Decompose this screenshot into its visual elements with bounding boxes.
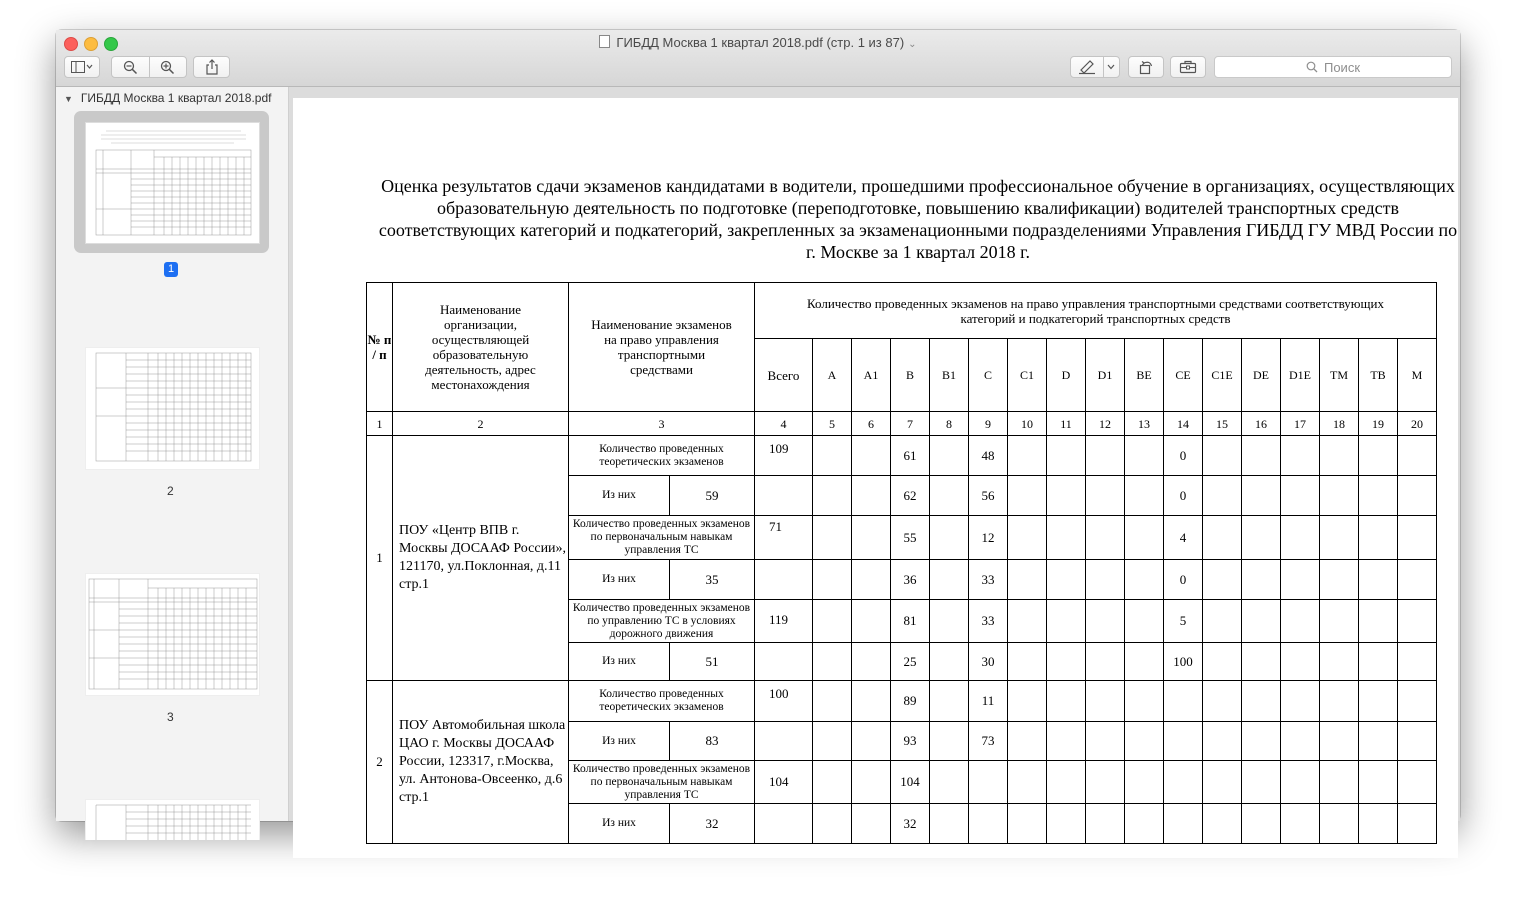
cell-b: 36 bbox=[891, 560, 930, 600]
cat-total: Всего bbox=[755, 339, 813, 412]
exam-label: Из них bbox=[569, 722, 670, 761]
thumbnail-preview-4 bbox=[86, 800, 259, 840]
row-number: 2 bbox=[367, 681, 393, 844]
window-title[interactable]: ГИБДД Москва 1 квартал 2018.pdf (стр. 1 из 87) ⌄ bbox=[56, 35, 1460, 50]
org-name: ПОУ Автомобильная школа ЦАО г. Москвы ДОСААФ России, 123317, г.Москва, ул. Антонова-Овсеенко, д.6 стр.1 bbox=[393, 681, 569, 844]
page-number-badge: 1 bbox=[164, 262, 178, 277]
cat-a1: A1 bbox=[852, 339, 891, 412]
col-num: 3 bbox=[569, 412, 755, 436]
col-num: 10 bbox=[1008, 412, 1047, 436]
cell-c: 56 bbox=[969, 476, 1008, 516]
exam-label: Из них bbox=[569, 560, 670, 600]
column-number-row bbox=[367, 412, 1437, 436]
cell-of-them: 32 bbox=[670, 804, 755, 844]
page-label-2: 2 bbox=[167, 484, 174, 498]
search-icon bbox=[1306, 61, 1318, 73]
org-name: ПОУ «Центр ВПВ г. Москвы ДОСААФ России», 121170, ул.Поклонная, д.11 стр.1 bbox=[393, 436, 569, 681]
col-num: 1 bbox=[367, 412, 393, 436]
cell-b: 61 bbox=[891, 436, 930, 476]
cell-b: 81 bbox=[891, 600, 930, 643]
cell-c: 33 bbox=[969, 560, 1008, 600]
col-num: 14 bbox=[1164, 412, 1203, 436]
exam-label: Количество проведенных экзаменов по управлению ТС в условиях дорожного движения bbox=[569, 600, 755, 643]
page-label-3: 3 bbox=[167, 710, 174, 724]
document-view[interactable] bbox=[289, 87, 1460, 831]
cell-c: 73 bbox=[969, 722, 1008, 761]
sidebar-toggle-icon bbox=[71, 61, 93, 73]
cell-of-them: 35 bbox=[670, 560, 755, 600]
cell-ce: 100 bbox=[1164, 643, 1203, 681]
header-num: № п / п bbox=[367, 283, 393, 412]
cell-c: 48 bbox=[969, 436, 1008, 476]
rotate-icon bbox=[1138, 59, 1154, 75]
cell-of-them: 51 bbox=[670, 643, 755, 681]
col-num: 16 bbox=[1242, 412, 1281, 436]
cat-b1: B1 bbox=[930, 339, 969, 412]
exam-results-table bbox=[366, 282, 1437, 844]
cat-d: D bbox=[1047, 339, 1086, 412]
exam-label: Количество проведенных экзаменов по первоначальным навыкам управления ТС bbox=[569, 516, 755, 560]
exam-label: Количество проведенных экзаменов по первоначальным навыкам управления ТС bbox=[569, 761, 755, 804]
thumbnail-preview-1 bbox=[86, 123, 259, 243]
table-row bbox=[367, 681, 1437, 722]
cat-be: BE bbox=[1125, 339, 1164, 412]
col-num: 18 bbox=[1320, 412, 1359, 436]
cell-total: 109 bbox=[755, 436, 813, 476]
cat-de: DE bbox=[1242, 339, 1281, 412]
page-thumbnail-3[interactable] bbox=[85, 573, 260, 696]
col-num: 8 bbox=[930, 412, 969, 436]
col-num: 12 bbox=[1086, 412, 1125, 436]
col-num: 7 bbox=[891, 412, 930, 436]
pen-icon bbox=[1078, 60, 1096, 74]
toolbox-button[interactable] bbox=[1170, 56, 1206, 78]
page-thumbnail-4[interactable] bbox=[85, 799, 260, 840]
document-title: Оценка результатов сдачи экзаменов кандидатами в водители, прошедшими профессиональное обучение в организациях, осуществляющих образовательную деятельность по подготовке (переподготовке, повышению квалификации) водителей транспортных средств соответствующих категорий и подкатегорий, закрепленных за экзаменационными подразделениями Управления ГИБДД ГУ МВД России по г. Москве за 1 квартал 2018 г. bbox=[378, 176, 1458, 262]
rotate-button[interactable] bbox=[1128, 56, 1164, 78]
zoom-in-button[interactable] bbox=[150, 57, 187, 77]
exam-label: Из них bbox=[569, 643, 670, 681]
cell-total: 119 bbox=[755, 600, 813, 643]
cell-b: 89 bbox=[891, 681, 930, 722]
markup-control bbox=[1070, 56, 1120, 78]
cell-ce: 5 bbox=[1164, 600, 1203, 643]
cat-tm: TM bbox=[1320, 339, 1359, 412]
title-bar bbox=[56, 30, 1460, 87]
col-num: 2 bbox=[393, 412, 569, 436]
col-num: 4 bbox=[755, 412, 813, 436]
document-icon bbox=[599, 35, 610, 48]
thumbnail-preview-2 bbox=[86, 348, 259, 469]
page-thumbnail-1[interactable] bbox=[85, 122, 260, 244]
zoom-control bbox=[111, 56, 187, 78]
zoom-in-icon bbox=[160, 60, 175, 75]
cat-d1e: D1E bbox=[1281, 339, 1320, 412]
cat-a: A bbox=[813, 339, 852, 412]
cell-ce: 0 bbox=[1164, 476, 1203, 516]
zoom-out-button[interactable] bbox=[112, 57, 150, 77]
cell-total: 71 bbox=[755, 516, 813, 560]
cell-b: 55 bbox=[891, 516, 930, 560]
page-thumbnail-2[interactable] bbox=[85, 347, 260, 470]
col-num: 19 bbox=[1359, 412, 1398, 436]
col-num: 9 bbox=[969, 412, 1008, 436]
thumbnail-preview-3 bbox=[86, 574, 259, 695]
col-num: 6 bbox=[852, 412, 891, 436]
col-num: 13 bbox=[1125, 412, 1164, 436]
chevron-down-icon bbox=[1107, 64, 1115, 70]
share-icon bbox=[205, 59, 219, 75]
cat-d1: D1 bbox=[1086, 339, 1125, 412]
search-field[interactable] bbox=[1214, 56, 1452, 78]
exam-label: Из них bbox=[569, 804, 670, 844]
col-num: 20 bbox=[1398, 412, 1437, 436]
header-org: Наименование организации, осуществляющей образовательную деятельность, адрес местонахождения bbox=[393, 283, 569, 412]
cat-ce: CE bbox=[1164, 339, 1203, 412]
cell-of-them: 59 bbox=[670, 476, 755, 516]
col-num: 17 bbox=[1281, 412, 1320, 436]
cell-ce: 0 bbox=[1164, 560, 1203, 600]
sidebar-file-name: ГИБДД Москва 1 квартал 2018.pdf bbox=[80, 91, 272, 105]
row-number: 1 bbox=[367, 436, 393, 681]
cell-b: 62 bbox=[891, 476, 930, 516]
cell-c: 30 bbox=[969, 643, 1008, 681]
sidebar-file-header[interactable] bbox=[64, 91, 271, 105]
thumbnail-sidebar bbox=[56, 87, 289, 821]
cell-total: 100 bbox=[755, 681, 813, 722]
col-num: 5 bbox=[813, 412, 852, 436]
search-placeholder: Поиск bbox=[1323, 59, 1361, 75]
disclosure-triangle-icon[interactable]: ▼ bbox=[64, 94, 73, 104]
preview-window bbox=[56, 30, 1460, 831]
cell-ce: 0 bbox=[1164, 436, 1203, 476]
toolbox-icon bbox=[1179, 60, 1197, 74]
cell-c: 33 bbox=[969, 600, 1008, 643]
chevron-down-icon: ⌄ bbox=[908, 39, 917, 50]
cell-b: 25 bbox=[891, 643, 930, 681]
cat-c: C bbox=[969, 339, 1008, 412]
zoom-out-icon bbox=[123, 60, 138, 75]
share-button[interactable] bbox=[193, 56, 230, 78]
cat-tb: TB bbox=[1359, 339, 1398, 412]
pdf-page bbox=[293, 98, 1458, 858]
cell-c: 12 bbox=[969, 516, 1008, 560]
cell-c: 11 bbox=[969, 681, 1008, 722]
sidebar-view-button[interactable] bbox=[64, 56, 100, 78]
cat-m: M bbox=[1398, 339, 1437, 412]
col-num: 15 bbox=[1203, 412, 1242, 436]
cat-c1: C1 bbox=[1008, 339, 1047, 412]
cell-b: 104 bbox=[891, 761, 930, 804]
exam-label: Из них bbox=[569, 476, 670, 516]
cell-of-them: 83 bbox=[670, 722, 755, 761]
col-num: 11 bbox=[1047, 412, 1086, 436]
cell-b: 93 bbox=[891, 722, 930, 761]
header-count: Количество проведенных экзаменов на право управления транспортными средствами соответствующих категорий и подкатегорий транспортных средств bbox=[755, 283, 1437, 339]
cell-ce: 4 bbox=[1164, 516, 1203, 560]
markup-button[interactable] bbox=[1071, 57, 1104, 77]
cat-b: B bbox=[891, 339, 930, 412]
exam-label: Количество проведенных теоретических экзаменов bbox=[569, 436, 755, 476]
cell-total: 104 bbox=[755, 761, 813, 804]
cat-c1e: C1E bbox=[1203, 339, 1242, 412]
markup-menu-button[interactable] bbox=[1104, 57, 1119, 77]
exam-label: Количество проведенных теоретических экзаменов bbox=[569, 681, 755, 722]
table-row bbox=[367, 436, 1437, 476]
header-exam: Наименование экзаменов на право управления транспортными средствами bbox=[569, 283, 755, 412]
cell-b: 32 bbox=[891, 804, 930, 844]
